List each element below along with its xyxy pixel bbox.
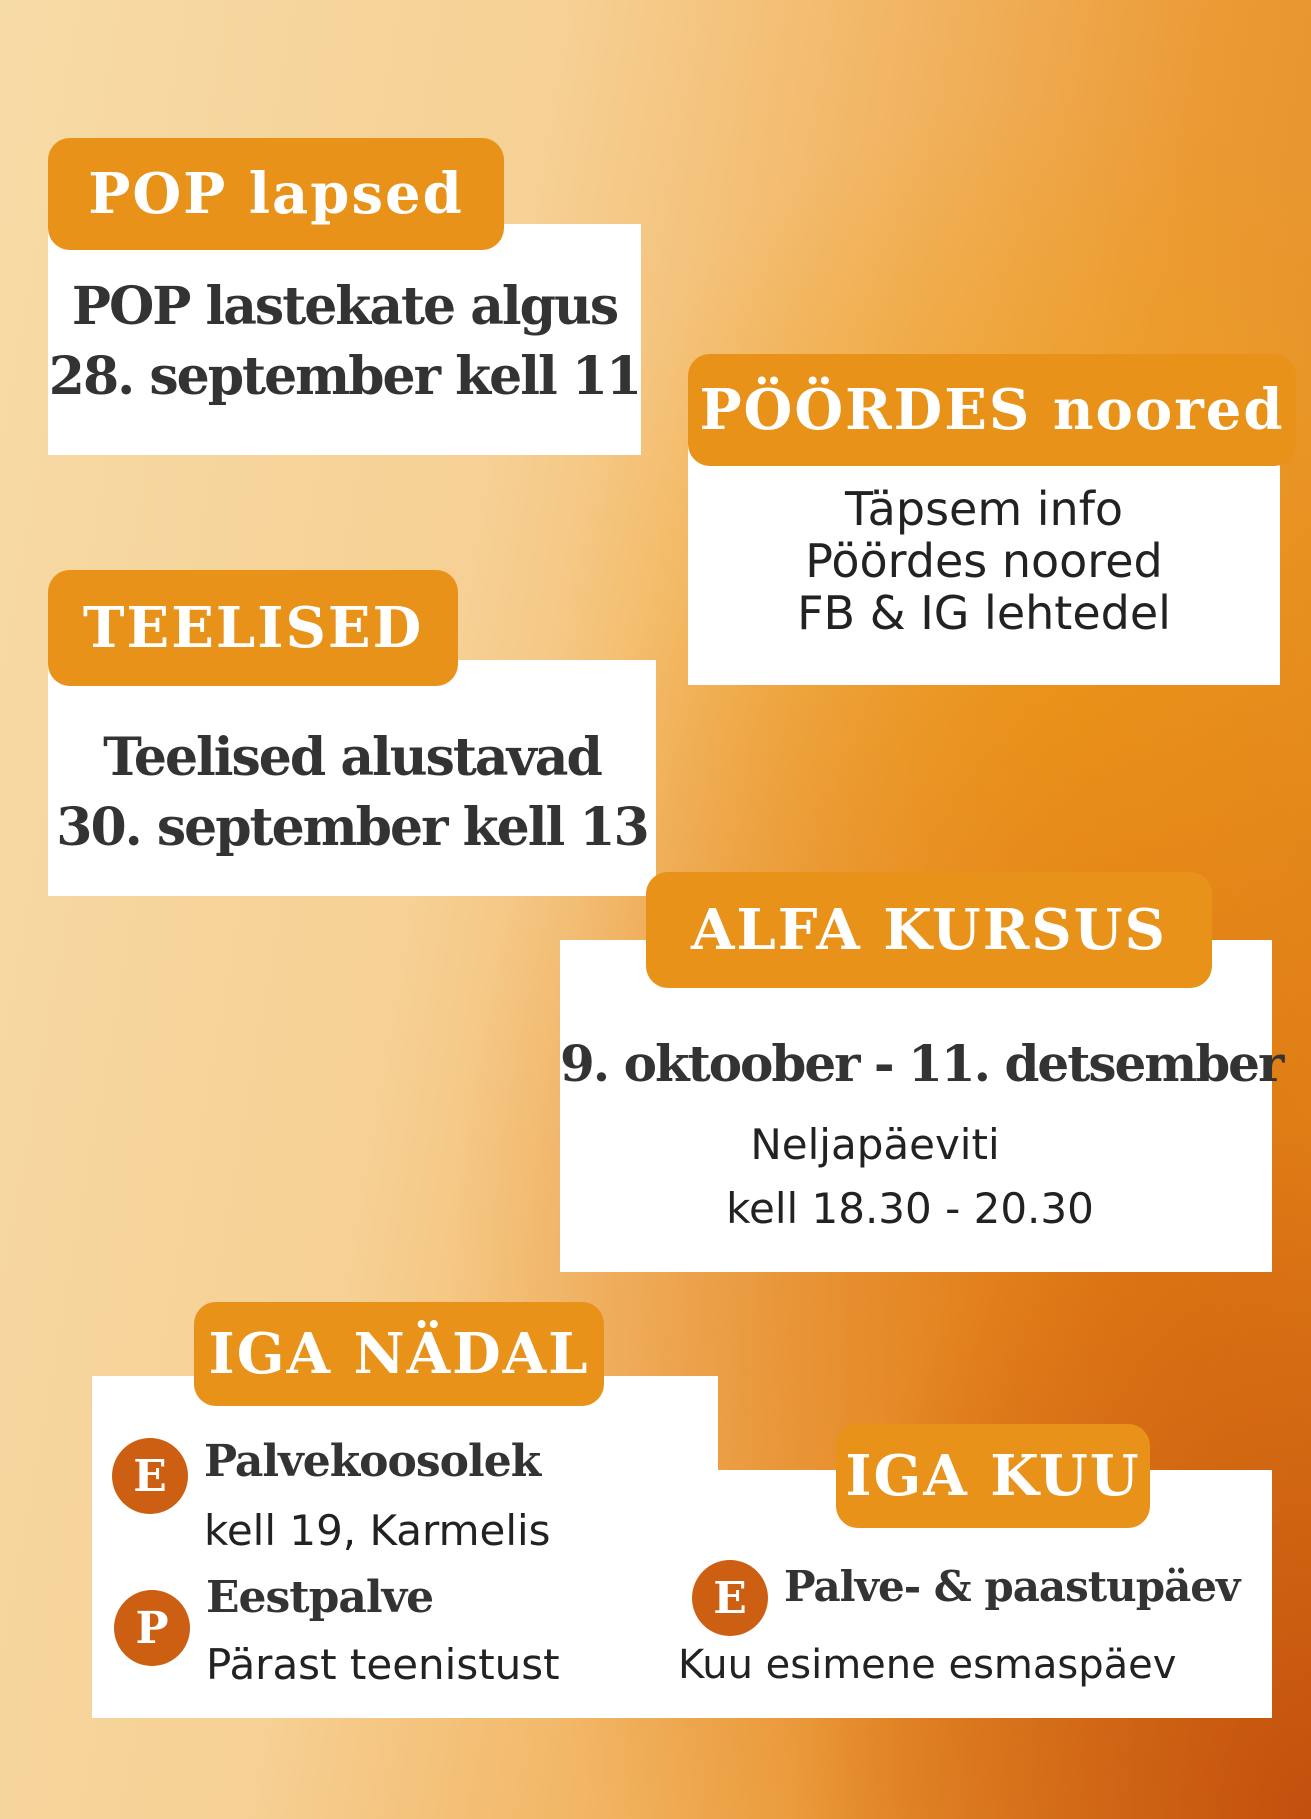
- weekly-item-1-title: Eestpalve: [206, 1572, 434, 1623]
- weekly-item-1-sub: Pärast teenistust: [206, 1640, 560, 1689]
- poordes-line-2: Pöördes noored: [805, 534, 1163, 588]
- teelised-tab: TEELISED: [48, 570, 458, 686]
- monthly-item-0-title: Palve- & paastupäev: [784, 1562, 1240, 1611]
- alfa-tab: ALFA KURSUS: [646, 872, 1212, 988]
- poordes-tab: PÖÖRDES noored: [688, 354, 1296, 466]
- monthly-item-0-sub: Kuu esimene esmaspäev: [678, 1642, 1177, 1688]
- alfa-days: Neljapäeviti: [750, 1120, 1000, 1169]
- pop-tab: POP lapsed: [48, 138, 504, 250]
- pop-line-2: 28. september kell 11: [48, 346, 641, 407]
- teelised-line-2: 30. september kell 13: [56, 797, 648, 858]
- monthly-item-0-badge: E: [692, 1560, 768, 1636]
- pop-line-1: POP lastekate algus: [71, 276, 618, 337]
- weekly-item-0-title: Palvekoosolek: [204, 1436, 541, 1487]
- weekly-tab: IGA NÄDAL: [194, 1302, 604, 1406]
- poordes-line-1: Täpsem info: [844, 482, 1124, 536]
- weekly-item-1-badge: P: [114, 1590, 190, 1666]
- alfa-time: kell 18.30 - 20.30: [726, 1184, 1094, 1233]
- teelised-line-1: Teelised alustavad: [103, 727, 601, 788]
- monthly-tab: IGA KUU: [836, 1424, 1150, 1528]
- weekly-item-0-sub: kell 19, Karmelis: [204, 1506, 551, 1555]
- alfa-dates: 9. oktoober - 11. detsember: [560, 1034, 1283, 1093]
- weekly-item-0-badge: E: [112, 1438, 188, 1514]
- pop-panel: [48, 224, 641, 455]
- poordes-line-3: FB & IG lehtedel: [797, 586, 1171, 640]
